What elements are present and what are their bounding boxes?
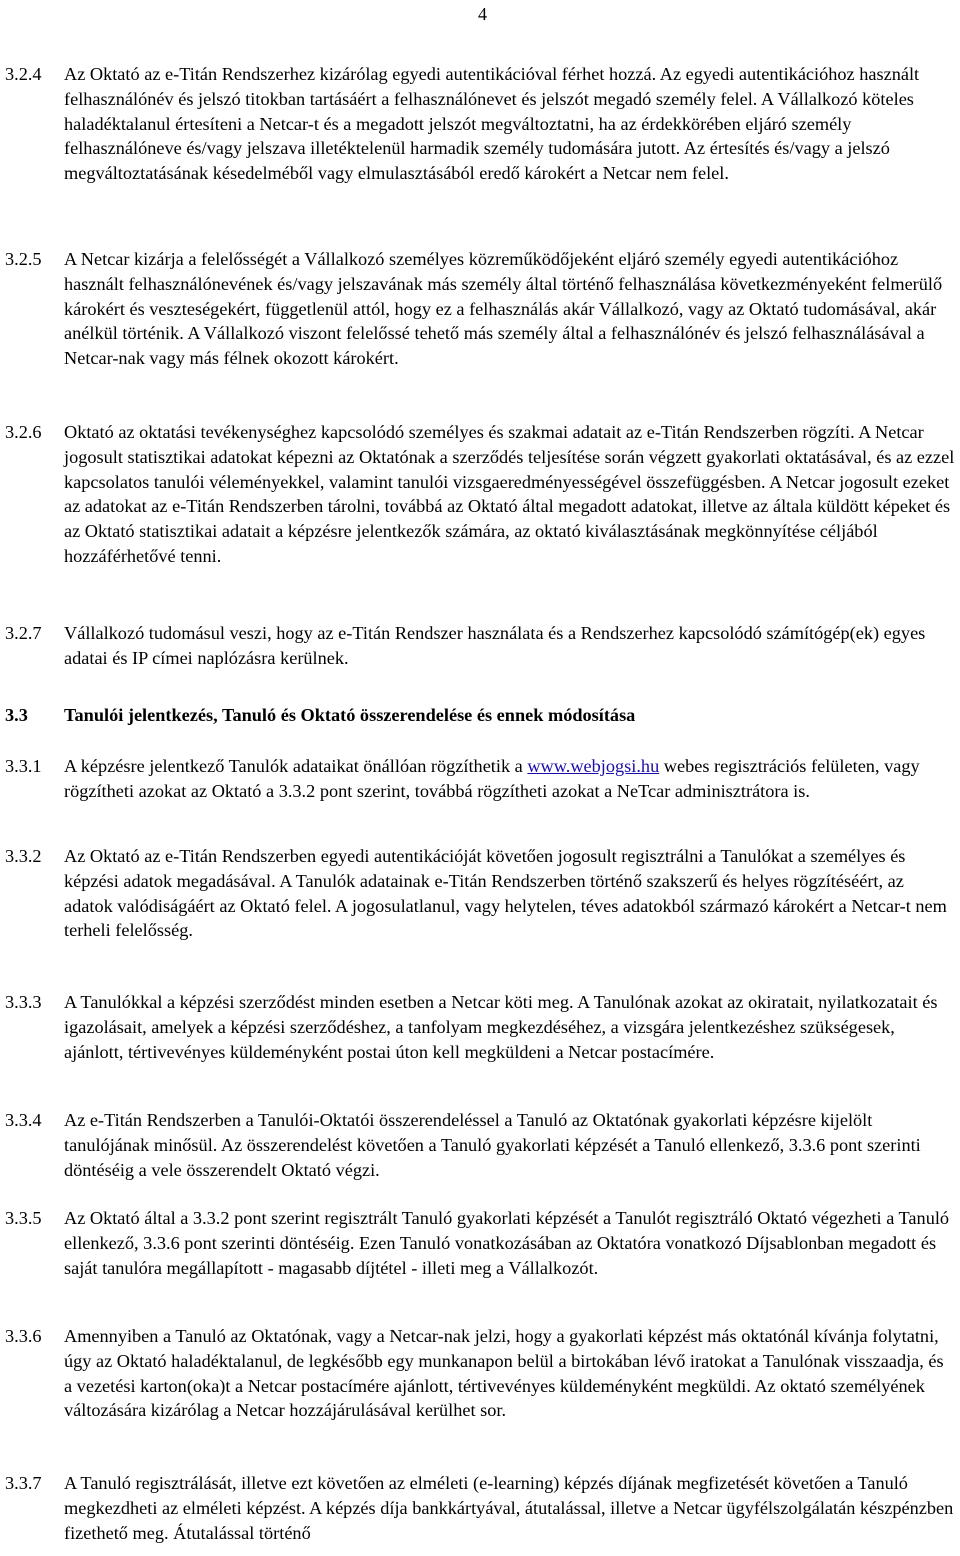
clause-text: A Tanuló regisztrálását, illetve ezt követően az elméleti (e-learning) képzés díjának megfizetését követően a Tanuló megkezdheti az elméleti képzést. A képzés díja bankkártyával, átutalással, illetve a Netcar ügyfélszolgálatán készpénzben fizethető meg. Átutalással történő [64,1473,954,1543]
clause-text: Vállalkozó tudomásul veszi, hogy az e-Titán Rendszer használata és a Rendszerhez kapcsolódó számítógép(ek) egyes adatai és IP címei naplózásra kerülnek. [64,623,926,668]
section-title: Tanulói jelentkezés, Tanuló és Oktató összerendelése és ennek módosítása [64,705,636,725]
clause-number: 3.2.6 [5,422,42,442]
paragraph-3-2-4 [5,62,955,186]
clause-number: 3.3.6 [5,1326,42,1346]
paragraph-3-2-6 [5,420,955,569]
clause-text: Oktató az oktatási tevékenységhez kapcsolódó személyes és szakmai adatait az e-Titán Rendszerben rögzíti. A Netcar jogosult statisztikai adatokat képezni az Oktatónak a szerződés teljesítése során végzett gyakorlati oktatásával, és az ezzel kapcsolatos tanulói véleményekkel, valamint tanulói vizsgaeredményességével összefüggésben. A Netcar jogosult ezeket az adatokat az e-Titán Rendszerben tárolni, továbbá az Oktató által megadott adatokat, illetve az általa küldött képeket és az Oktató statisztikai adatait a képzésre jelentkezők számára, az oktató kiválasztásának megkönnyítése céljából hozzáférhetővé tenni. [64,422,955,566]
clause-text: Amennyiben a Tanuló az Oktatónak, vagy a Netcar-nak jelzi, hogy a gyakorlati képzést más oktatónál kívánja folytatni, úgy az Oktató haladéktalanul, de legkésőbb egy munkanapon belül a birtokában lévő iratokat a Tanulónak visszaadja, és a vezetési karton(oka)t a Netcar postacímére ajánlott, tértivevényes küldeményként megküldi. Az oktató személyének változására kizárólag a Netcar hozzájárulásával kerülhet sor. [64,1326,944,1421]
section-heading-3-3 [5,703,635,727]
section-number: 3.3 [5,705,28,725]
paragraph-3-3-2 [5,844,955,943]
clause-number: 3.3.4 [5,1110,42,1130]
clause-number: 3.3.5 [5,1208,42,1228]
clause-number: 3.2.4 [5,64,42,84]
paragraph-3-3-5 [5,1206,955,1280]
clause-text: Az Oktató által a 3.3.2 pont szerint regisztrált Tanuló gyakorlati képzését a Tanulót regisztráló Oktató végezheti a Tanuló ellenkező, 3.3.6 pont szerinti döntéséig. Ezen Tanuló vonatkozásában az Oktatóra vonatkozó Díjsablonban megadott és saját tanulóra megállapított - magasabb díjtétel - illeti meg a Vállalkozót. [64,1208,950,1278]
clause-text: Az e-Titán Rendszerben a Tanulói-Oktatói összerendeléssel a Tanuló az Oktatónak gyakorlati képzésre kijelölt tanulójának minősül. Az összerendelést követően a Tanuló gyakorlati képzését a Tanuló ellenkező, 3.3.6 pont szerinti döntéséig a vele összerendelt Oktató végzi. [64,1110,921,1180]
paragraph-3-2-7 [5,621,955,671]
clause-number: 3.3.2 [5,846,42,866]
clause-text: Az Oktató az e-Titán Rendszerhez kizárólag egyedi autentikációval férhet hozzá. Az egyedi autentikációhoz használt felhasználónév és jelszó titokban tartásáért a felhasználónevet és jelszót megadó személy felel. A Vállalkozó köteles haladéktalanul értesíteni a Netcar-t és a megadott jelszót megváltoztatni, ha az érdekkörében eljáró személy felhasználóneve és/vagy jelszava illetéktelenül harmadik személy tudomására jutott. Az értesítés és/vagy a jelszó megváltoztatásának késedelméből vagy elmulasztásából eredő károkért a Netcar nem felel. [64,64,920,184]
clause-text: Az Oktató az e-Titán Rendszerben egyedi autentikációját követően jogosult regisztrálni a Tanulókat a személyes és képzési adatok megadásával. A Tanulók adatainak e-Titán Rendszerben történő szakszerű és helyes rögzítéséért, az adatok valódiságáért az Oktató felel. A jogosulatlanul, vagy helytelen, téves adatokból származó károkért a Netcar-t nem terheli felelősség. [64,846,947,941]
clause-number: 3.3.7 [5,1473,42,1493]
paragraph-3-3-6 [5,1324,955,1423]
paragraph-3-3-4 [5,1108,955,1182]
paragraph-3-3-7 [5,1471,955,1545]
page-number: 4 [478,4,487,24]
paragraph-3-3-3 [5,990,955,1064]
clause-number: 3.2.5 [5,249,42,269]
paragraph-3-2-5 [5,247,955,371]
clause-number: 3.3.1 [5,756,42,776]
clause-text: A képzésre jelentkező Tanulók adataikat önállóan rögzíthetik a [64,756,528,776]
clause-number: 3.2.7 [5,623,42,643]
clause-number: 3.3.3 [5,992,42,1012]
clause-text-continued: webes regisztrációs felületen, vagy rögzítheti azokat az Oktató a 3.3.2 pont szerint, továbbá rögzítheti azokat a NeTcar adminisztrátora is. [64,756,920,801]
clause-text: A Netcar kizárja a felelősségét a Vállalkozó személyes közreműködőjeként eljáró személy egyedi autentikációhoz használt felhasználónevének és/vagy jelszavának más személy által történő felhasználása következményeként felmerülő károkért és veszteségekért, függetlenül attól, hogy ez a felhasználás akár Vállalkozó, vagy az Oktató tudomásával, akár anélkül történik. A Vállalkozó viszont felelőssé tehető más személy által a felhasználónév és jelszó felhasználásával a Netcar-nak vagy más félnek okozott károkért. [64,249,943,369]
paragraph-3-3-1 [5,754,955,804]
webjogsi-link[interactable]: www.webjogsi.hu [527,756,660,776]
clause-text: A Tanulókkal a képzési szerződést minden esetben a Netcar köti meg. A Tanulónak azokat az okiratait, nyilatkozatait és igazolásait, amelyek a képzési szerződéshez, a tanfolyam megkezdéséhez, a vizsgára jelentkezéshez szükségesek, ajánlott, tértivevényes küldeményként postai úton kell megküldeni a Netcar postacímére. [64,992,938,1062]
